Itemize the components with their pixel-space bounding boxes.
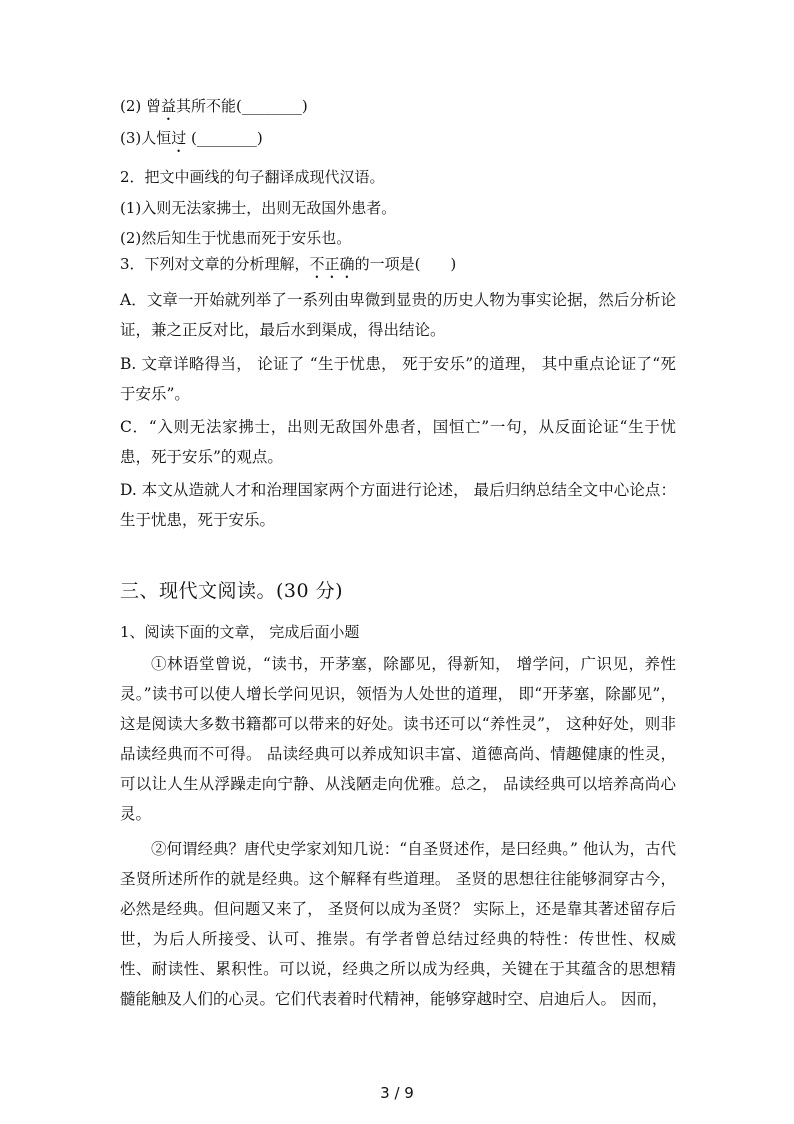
option-c: C．“入则无法家拂士，出则无敌国外患者，国恒亡”一句，从反面论证“生于忧患，死于安乐”的观点。 (120, 418, 676, 466)
item-text: (3)人恒 (120, 129, 172, 147)
question-text: 的一项是( ) (354, 255, 457, 273)
option-a: A．文章一开始就列举了一系列由卑微到显贵的历史人物为事实论据，然后分析论证，兼之正反对比，最后水到渠成，得出结论。 (120, 291, 676, 339)
emphasized-character: 过 (171, 129, 187, 147)
question-2-sentence-1: (1)入则无法家拂士，出则无敌国外患者。 (120, 199, 397, 217)
question-text: 3．下列对文章的分析理解， (120, 255, 310, 273)
question-2-sentence-2: (2)然后知生于忧患而死于安乐也。 (120, 229, 352, 247)
reading-intro: 1、阅读下面的文章， 完成后面小题 (120, 623, 360, 641)
section-heading: 三、现代文阅读。(30 分) (120, 580, 344, 602)
emphasized-character: 益 (161, 97, 177, 115)
passage-paragraph-1: ①林语堂曾说，“读书，开茅塞，除鄙见，得新知， 增学问，广识见，养性灵。”读书可以使人增长学问见识，领悟为人处世的道理， 即“开茅塞，除鄙见”，这是阅读大多数书籍都可以带来的好处。读书还可以“养性灵”， 这种好处，则非品读经典而不可得。 品读经典可以养成知识丰富、道德高尚、情趣健康的性灵，可以让人生从浮躁走向宁静、从浅陋走向优雅。总之， 品读经典可以培养高尚心灵。 (120, 655, 676, 823)
option-b: B. 文章详略得当， 论证了 “生于忧患， 死于安乐”的道理， 其中重点论证了“死于安乐”。 (120, 355, 676, 403)
item-prefix: (2) (120, 97, 147, 115)
question-1-item-3 (120, 128, 263, 156)
item-text-blank: (________) (186, 129, 263, 147)
question-2-title: 2．把文中画线的句子翻译成现代汉语。 (120, 168, 385, 186)
passage-paragraph-2: ②何谓经典？唐代史学家刘知几说：“自圣贤述作，是曰经典。” 他认为，古代圣贤所述所作的就是经典。这个解释有些道理。 圣贤的思想往往能够洞穿古今，必然是经典。但问题又来了， 圣贤何以成为圣贤？ 实际上，还是靠其著述留存后世，为后人所接受、认可、推崇。有学者曾总结过经典的特性：传世性、权威性、耐读性、累积性。可以说，经典之所以成为经典，关键在于其蕴含的思想精髓能触及人们的心灵。它们代表着时代精神，能够穿越时空、启迪后人。 因而， (120, 840, 676, 1008)
option-d: D. 本文从造就人才和治理国家两个方面进行论述， 最后归纳总结全文中心论点：生于忧患，死于安乐。 (120, 481, 676, 529)
page-number: 3 / 9 (380, 1084, 414, 1102)
emphasized-phrase: 不正确 (309, 255, 355, 273)
item-text-blank: 其所不能(________) (176, 97, 308, 115)
item-text: 曾 (146, 97, 162, 115)
question-3-title (120, 254, 456, 282)
question-1-item-2 (120, 96, 308, 124)
